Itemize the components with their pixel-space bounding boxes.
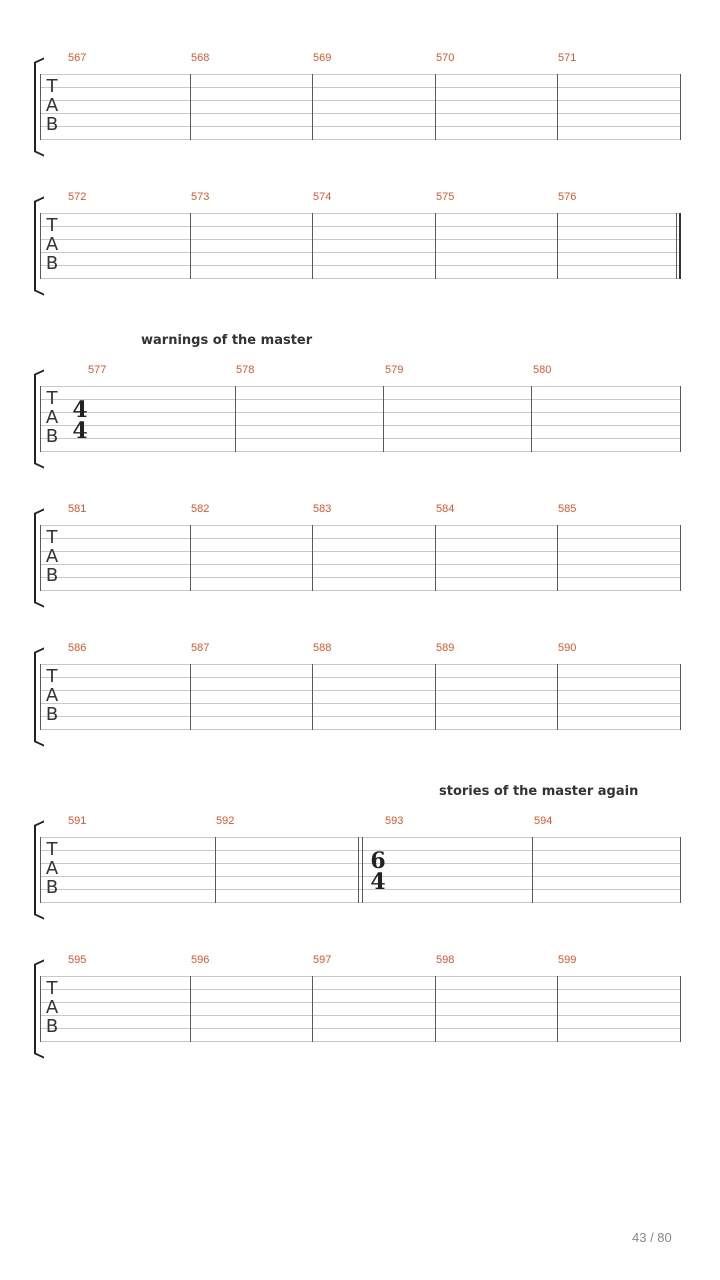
- measure-number: 571: [558, 52, 577, 64]
- measure-number: 589: [436, 642, 455, 654]
- measure-number: 584: [436, 503, 455, 515]
- lyric-text: warnings of the master: [141, 333, 313, 348]
- tab-label-b: B: [45, 253, 59, 274]
- measure-number: 595: [68, 954, 87, 966]
- time-signature-bottom: 4: [72, 418, 88, 444]
- tab-label-b: B: [45, 114, 59, 135]
- measure-number: 581: [68, 503, 87, 515]
- tab-label-a: A: [45, 685, 59, 706]
- measure-number: 570: [436, 52, 455, 64]
- tab-staff: [40, 976, 681, 1041]
- measure-number: 588: [313, 642, 332, 654]
- measure-number: 591: [68, 815, 87, 827]
- measure-number: 593: [385, 815, 404, 827]
- tab-label-t: T: [46, 978, 58, 999]
- measure-number: 585: [558, 503, 577, 515]
- measure-number: 597: [313, 954, 332, 966]
- tab-label-a: A: [45, 407, 59, 428]
- tab-staff: [40, 837, 681, 902]
- measure-number: 567: [68, 52, 87, 64]
- tab-label-t: T: [46, 388, 58, 409]
- tab-label-t: T: [46, 215, 58, 236]
- time-signature-top: 4: [72, 397, 88, 423]
- tab-label-a: A: [45, 95, 59, 116]
- tab-staff: [40, 664, 681, 729]
- tab-label-a: A: [45, 997, 59, 1018]
- time-signature-bottom: 4: [370, 869, 386, 895]
- measure-number: 575: [436, 191, 455, 203]
- tab-label-a: A: [45, 234, 59, 255]
- tab-label-t: T: [46, 76, 58, 97]
- time-signature-top: 6: [370, 848, 386, 874]
- measure-number: 580: [533, 364, 552, 376]
- measure-number: 599: [558, 954, 577, 966]
- measure-number: 568: [191, 52, 210, 64]
- measure-number: 574: [313, 191, 332, 203]
- measure-number: 579: [385, 364, 404, 376]
- tab-staff: [40, 386, 681, 451]
- measure-number: 596: [191, 954, 210, 966]
- measure-number: 572: [68, 191, 87, 203]
- tab-label-t: T: [46, 839, 58, 860]
- tab-label-a: A: [45, 546, 59, 567]
- measure-number: 594: [534, 815, 553, 827]
- tab-label-b: B: [45, 565, 59, 586]
- measure-number: 573: [191, 191, 210, 203]
- measure-number: 577: [88, 364, 107, 376]
- measure-number: 587: [191, 642, 210, 654]
- measure-number: 583: [313, 503, 332, 515]
- measure-number: 592: [216, 815, 235, 827]
- tab-label-b: B: [45, 877, 59, 898]
- tab-label-b: B: [45, 1016, 59, 1037]
- measure-number: 586: [68, 642, 87, 654]
- tab-staff: [40, 213, 681, 278]
- tab-staff: [40, 74, 681, 139]
- measure-number: 578: [236, 364, 255, 376]
- tab-label-b: B: [45, 426, 59, 447]
- measure-number: 582: [191, 503, 210, 515]
- measure-number: 598: [436, 954, 455, 966]
- tab-label-t: T: [46, 666, 58, 687]
- measure-number: 590: [558, 642, 577, 654]
- page-number: 43 / 80: [632, 1230, 672, 1245]
- tab-label-t: T: [46, 527, 58, 548]
- tab-label-a: A: [45, 858, 59, 879]
- measure-number: 569: [313, 52, 332, 64]
- lyric-text: stories of the master again: [439, 784, 639, 799]
- tab-staff: [40, 525, 681, 590]
- measure-number: 576: [558, 191, 577, 203]
- tab-label-b: B: [45, 704, 59, 725]
